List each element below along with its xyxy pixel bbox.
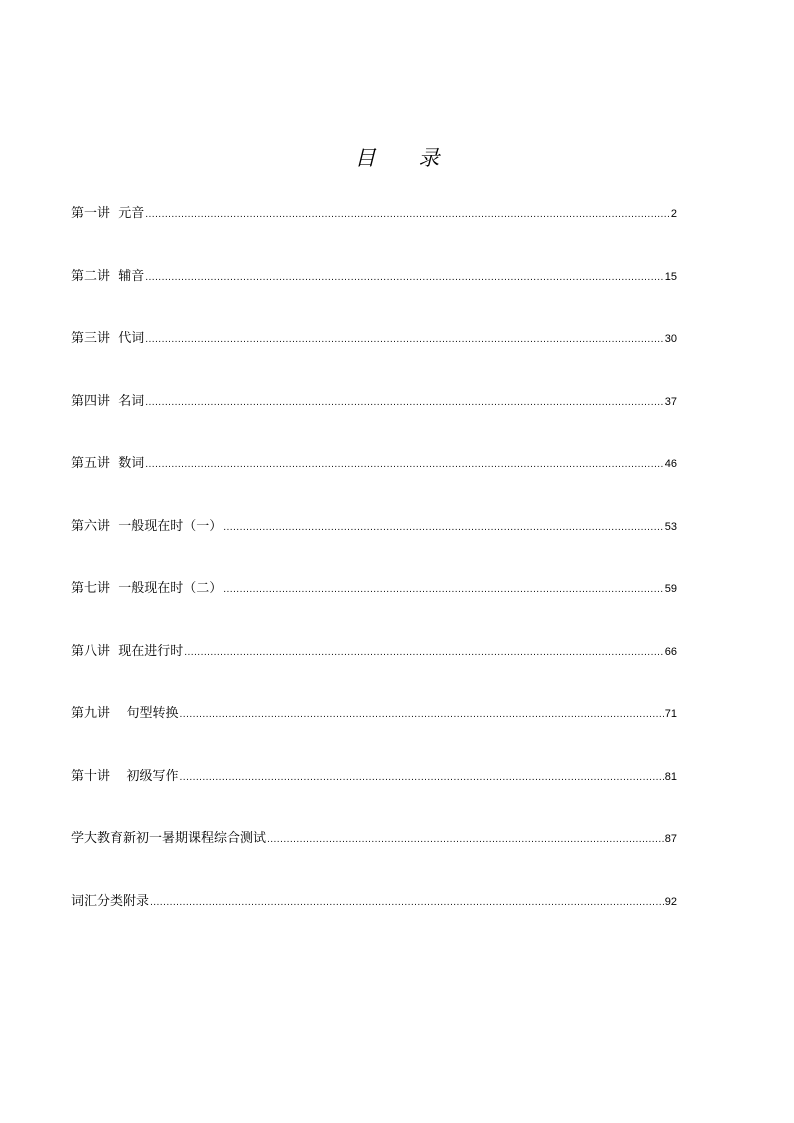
- toc-entry-label: 第四讲 名词: [71, 393, 145, 409]
- toc-entry: [71, 700, 677, 763]
- toc-entry-label: 第一讲 元音: [71, 206, 145, 221]
- toc-entry-label: 第三讲 代词: [71, 331, 145, 346]
- toc-dot-leader: [145, 451, 663, 479]
- toc-entry: [71, 825, 677, 888]
- toc-entry-page: 30: [664, 333, 677, 345]
- toc-entry-label: 第六讲 一般现在时（一）: [71, 518, 223, 534]
- toc-entry: [71, 888, 677, 951]
- toc-dot-leader: [223, 514, 663, 542]
- toc-entry: [71, 263, 677, 326]
- toc-entry-page: 46: [664, 458, 677, 470]
- toc-entry-label: 第十讲 初级写作: [71, 768, 179, 784]
- toc-entry-page: 66: [664, 645, 677, 658]
- toc-dot-leader: [184, 639, 663, 667]
- toc-entry-label: 第七讲 一般现在时（二）: [71, 581, 223, 596]
- toc-dot-leader: [145, 264, 663, 292]
- toc-entry: [71, 763, 677, 826]
- toc-entry-label: 词汇分类附录: [71, 893, 150, 909]
- toc-dot-leader: [145, 389, 663, 417]
- toc-entry-page: 53: [664, 520, 677, 533]
- toc-entry: [71, 638, 677, 701]
- toc-title: 目 录: [354, 146, 458, 170]
- toc-dot-leader: [145, 201, 670, 229]
- toc-entry-page: 2: [670, 208, 677, 220]
- toc-entry: [71, 450, 677, 513]
- toc-entry-label: 第九讲 句型转换: [71, 706, 179, 721]
- toc-dot-leader: [180, 701, 664, 729]
- toc-dot-leader: [150, 889, 664, 917]
- toc-list: [71, 200, 677, 950]
- toc-entry-page: 71: [664, 708, 677, 720]
- toc-dot-leader: [180, 764, 664, 792]
- toc-entry-page: 15: [664, 270, 677, 283]
- toc-entry-page: 37: [664, 395, 677, 408]
- toc-entry-page: 92: [664, 895, 677, 908]
- toc-entry: [71, 388, 677, 451]
- toc-entry-label: 第五讲 数词: [71, 456, 145, 471]
- toc-entry-page: 59: [664, 583, 677, 595]
- toc-entry: [71, 575, 677, 638]
- toc-entry: [71, 325, 677, 388]
- toc-entry-page: 87: [664, 833, 677, 845]
- toc-dot-leader: [223, 576, 663, 604]
- toc-entry: [71, 200, 677, 263]
- toc-entry-page: 81: [664, 770, 677, 783]
- toc-entry: [71, 513, 677, 576]
- toc-entry-label: 第八讲 现在进行时: [71, 643, 184, 659]
- toc-entry-label: 学大教育新初一暑期课程综合测试: [71, 831, 267, 846]
- toc-dot-leader: [267, 826, 664, 854]
- toc-dot-leader: [145, 326, 663, 354]
- toc-entry-label: 第二讲 辅音: [71, 268, 145, 284]
